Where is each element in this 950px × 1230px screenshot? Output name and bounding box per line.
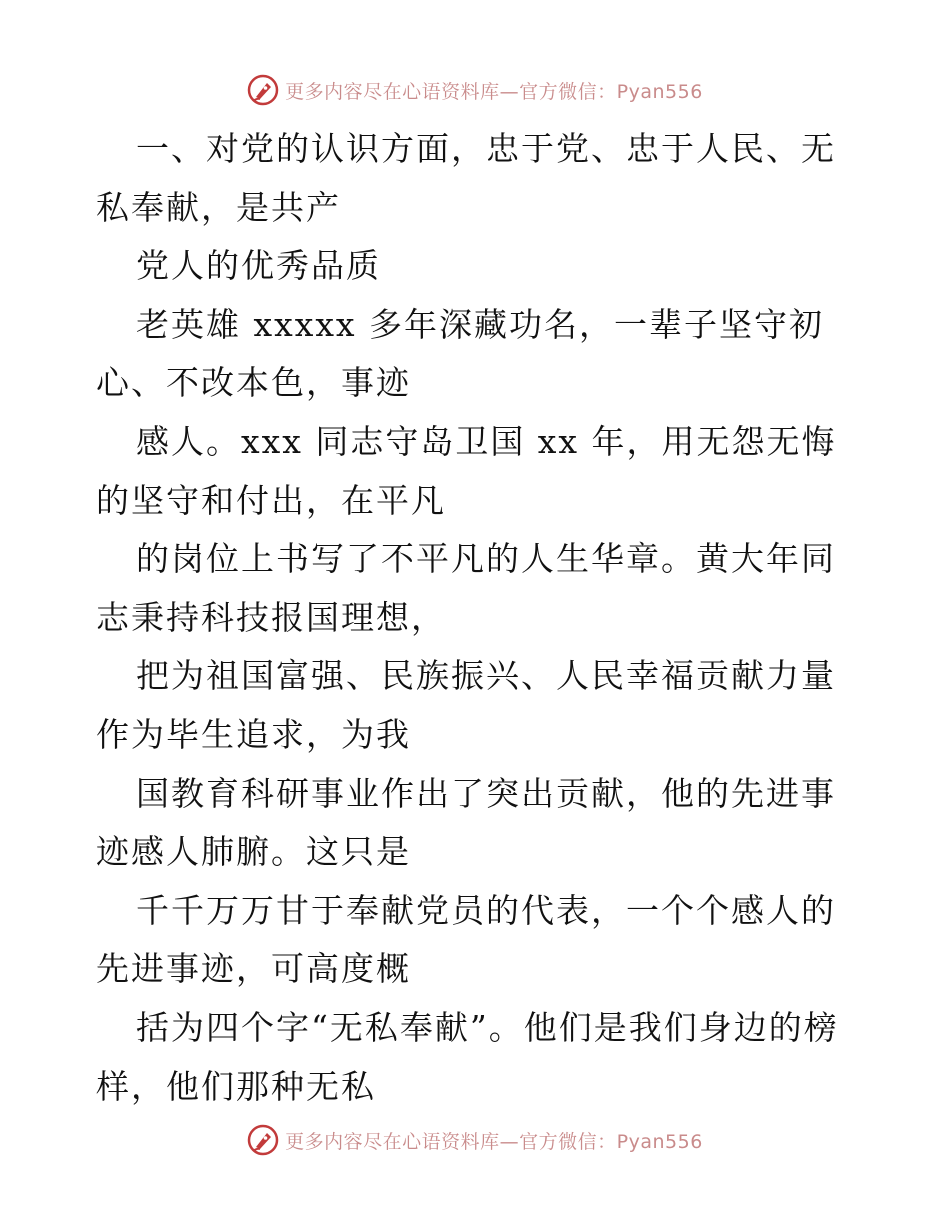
document-body — [96, 120, 856, 1116]
paragraph: 的岗位上书写了不平凡的人生华章。黄大年同志秉持科技报国理想， — [96, 539, 836, 637]
paragraph: 一、对党的认识方面，忠于党、忠于人民、无私奉献，是共产 — [96, 129, 836, 227]
paragraph: 括为四个字“无私奉献”。他们是我们身边的榜样，他们那种无私 — [96, 1007, 839, 1106]
footer-watermark — [0, 1120, 950, 1160]
paragraph: 党人的优秀品质 — [136, 246, 381, 286]
paragraph: 老英雄 xxxxx 多年深藏功名，一辈子坚守初心、不改本色，事迹 — [96, 304, 825, 403]
pen-nib-logo-icon — [247, 1124, 279, 1156]
paragraph: 千千万万甘于奉献党员的代表，一个个感人的先进事迹，可高度概 — [96, 890, 836, 989]
pen-nib-logo-icon — [247, 74, 279, 106]
paragraph: 国教育科研事业作出了突出贡献，他的先进事迹感人肺腑。这只是 — [96, 773, 836, 872]
watermark-text: 更多内容尽在心语资料库—官方微信：Pyan556 — [285, 1130, 703, 1153]
paragraph: 把为祖国富强、民族振兴、人民幸福贡献力量作为毕生追求，为我 — [96, 656, 836, 754]
paragraph: 感人。xxx 同志守岛卫国 xx 年，用无怨无悔的坚守和付出，在平凡 — [96, 421, 837, 520]
header-watermark — [0, 70, 950, 110]
watermark-text: 更多内容尽在心语资料库—官方微信：Pyan556 — [285, 80, 703, 103]
